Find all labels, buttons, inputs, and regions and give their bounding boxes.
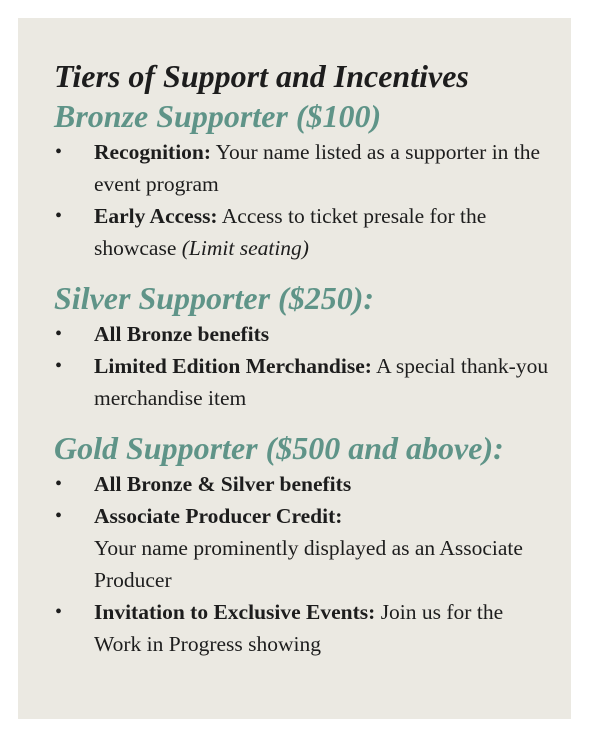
list-item xyxy=(54,500,551,596)
bullet-icon: • xyxy=(55,323,63,345)
list-item xyxy=(54,136,551,200)
tier-title-silver: Silver Supporter ($250): xyxy=(54,280,374,316)
tier-list-gold xyxy=(54,468,551,660)
item-text: A special thank-you merchandise item xyxy=(94,354,549,410)
item-text: Access to ticket presale for the showcase xyxy=(94,204,487,260)
support-tiers-card xyxy=(18,18,571,719)
item-text: Your name prominently displayed as an Associate Producer xyxy=(94,536,523,592)
tier-title-gold: Gold Supporter ($500 and above): xyxy=(54,430,504,466)
page-title: Tiers of Support and Incentives xyxy=(54,58,469,94)
list-item xyxy=(54,468,551,500)
tier-title-bronze: Bronze Supporter ($100) xyxy=(54,98,382,134)
item-heading: Early Access: xyxy=(94,204,218,228)
item-text: Join us for the Work in Progress showing xyxy=(94,600,504,656)
list-item xyxy=(54,200,551,264)
item-heading: Limited Edition Merchandise: xyxy=(94,354,372,378)
item-heading: Associate Producer Credit: xyxy=(94,504,343,528)
item-heading: Recognition: xyxy=(94,140,212,164)
tier-list-bronze xyxy=(54,136,551,264)
bullet-icon: • xyxy=(55,473,63,495)
bullet-icon: • xyxy=(55,505,63,527)
bullet-icon: • xyxy=(55,601,63,623)
item-heading: Invitation to Exclusive Events: xyxy=(94,600,376,624)
bullet-icon: • xyxy=(55,141,63,163)
list-item xyxy=(54,318,551,350)
tier-list-silver xyxy=(54,318,551,414)
bullet-icon: • xyxy=(55,205,63,227)
item-text: Your name listed as a supporter in the event program xyxy=(94,140,541,196)
item-heading: All Bronze benefits xyxy=(94,322,270,346)
list-item xyxy=(54,596,551,660)
bullet-icon: • xyxy=(55,355,63,377)
item-note: (Limit seating) xyxy=(181,236,309,260)
item-heading: All Bronze & Silver benefits xyxy=(94,472,352,496)
list-item xyxy=(54,350,551,414)
